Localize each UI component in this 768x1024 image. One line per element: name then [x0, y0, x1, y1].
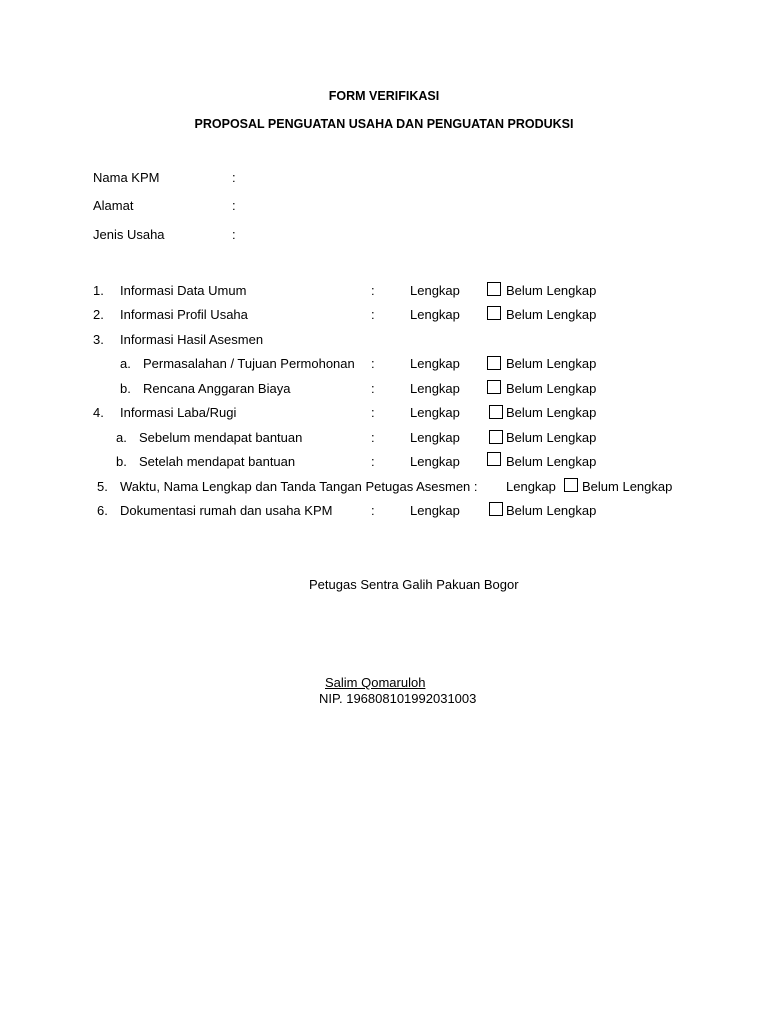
item-label: Informasi Hasil Asesmen: [120, 332, 264, 347]
item-separator: :: [371, 356, 375, 371]
item-separator: :: [371, 381, 375, 396]
belum-lengkap-checkbox[interactable]: [489, 430, 503, 444]
option-lengkap-label: Lengkap: [410, 405, 460, 420]
item-label: Dokumentasi rumah dan usaha KPM: [120, 503, 333, 518]
option-belum-lengkap-label: Belum Lengkap: [506, 307, 597, 322]
belum-lengkap-checkbox[interactable]: [487, 356, 501, 370]
item-label: Informasi Laba/Rugi: [120, 405, 237, 420]
item-number: 5.: [97, 479, 108, 494]
item-separator: :: [371, 307, 375, 322]
option-belum-lengkap-label: Belum Lengkap: [506, 503, 597, 518]
belum-lengkap-checkbox[interactable]: [489, 502, 503, 516]
option-belum-lengkap-label: Belum Lengkap: [506, 454, 597, 469]
belum-lengkap-checkbox[interactable]: [487, 380, 501, 394]
item-separator: :: [371, 430, 375, 445]
option-belum-lengkap-label: Belum Lengkap: [506, 381, 597, 396]
item-label: Setelah mendapat bantuan: [139, 454, 296, 469]
item-label: Permasalahan / Tujuan Permohonan: [143, 356, 355, 371]
item-label: Informasi Data Umum: [120, 283, 247, 298]
signatory-office: Petugas Sentra Galih Pakuan Bogor: [309, 577, 519, 592]
item-label: Rencana Anggaran Biaya: [143, 381, 291, 396]
option-belum-lengkap-label: Belum Lengkap: [506, 356, 597, 371]
option-belum-lengkap-label: Belum Lengkap: [506, 405, 597, 420]
field-separator: :: [232, 170, 236, 185]
item-number: 2.: [93, 307, 104, 322]
item-number: 4.: [93, 405, 104, 420]
option-lengkap-label: Lengkap: [410, 307, 460, 322]
item-number: a.: [120, 356, 131, 371]
belum-lengkap-checkbox[interactable]: [564, 478, 578, 492]
item-separator: :: [371, 454, 375, 469]
field-separator: :: [232, 227, 236, 242]
field-label-alamat: Alamat: [93, 198, 134, 213]
option-lengkap-label: Lengkap: [410, 454, 460, 469]
option-lengkap-label: Lengkap: [410, 503, 460, 518]
signatory-name: Salim Qomaruloh: [325, 675, 426, 690]
item-number: b.: [120, 381, 131, 396]
item-number: b.: [116, 454, 127, 469]
option-belum-lengkap-label: Belum Lengkap: [506, 430, 597, 445]
item-label: Informasi Profil Usaha: [120, 307, 248, 322]
option-lengkap-label: Lengkap: [410, 381, 460, 396]
option-lengkap-label: Lengkap: [506, 479, 556, 494]
option-belum-lengkap-label: Belum Lengkap: [506, 283, 597, 298]
item-separator: :: [371, 283, 375, 298]
item-label: Sebelum mendapat bantuan: [139, 430, 303, 445]
belum-lengkap-checkbox[interactable]: [489, 405, 503, 419]
belum-lengkap-checkbox[interactable]: [487, 452, 501, 466]
belum-lengkap-checkbox[interactable]: [487, 282, 501, 296]
belum-lengkap-checkbox[interactable]: [487, 306, 501, 320]
option-lengkap-label: Lengkap: [410, 356, 460, 371]
item-number: 3.: [93, 332, 104, 347]
field-label-nama-kpm: Nama KPM: [93, 170, 160, 185]
signatory-nip: NIP. 196808101992031003: [319, 691, 477, 706]
option-belum-lengkap-label: Belum Lengkap: [582, 479, 673, 494]
field-label-jenis-usaha: Jenis Usaha: [93, 227, 165, 242]
option-lengkap-label: Lengkap: [410, 430, 460, 445]
form-subtitle: PROPOSAL PENGUATAN USAHA DAN PENGUATAN PRODUKSI: [194, 117, 574, 131]
item-separator: :: [371, 503, 375, 518]
item-label: Waktu, Nama Lengkap dan Tanda Tangan Petugas Asesmen :: [120, 479, 478, 494]
form-title: FORM VERIFIKASI: [328, 89, 440, 103]
item-number: 1.: [93, 283, 104, 298]
option-lengkap-label: Lengkap: [410, 283, 460, 298]
field-separator: :: [232, 198, 236, 213]
item-number: 6.: [97, 503, 108, 518]
item-number: a.: [116, 430, 127, 445]
item-separator: :: [371, 405, 375, 420]
